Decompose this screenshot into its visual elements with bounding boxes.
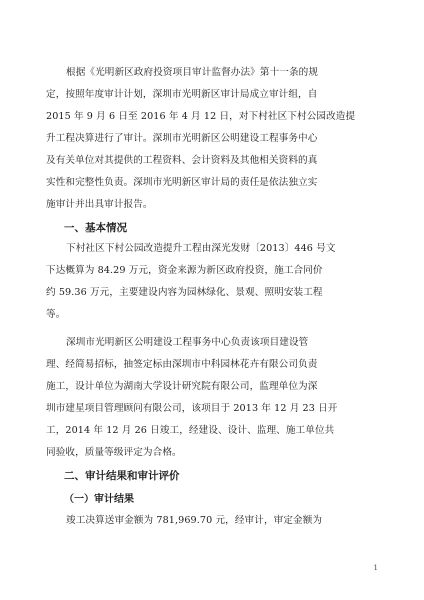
text-line: 2015 年 9 月 6 日至 2016 年 4 月 12 日，对下村社区下村公园改造提 [46, 111, 356, 122]
text-line: 竣工决算送审金额为 781,969.70 元，经审计，审定金额为 [66, 515, 323, 526]
text-line: 等。 [46, 309, 66, 320]
text-line: 定，按照年度审计计划，深圳市光明新区审计局成立审计组，自 [46, 89, 318, 100]
text-line: 根据《光明新区政府投资项目审计监督办法》第十一条的规 [66, 67, 319, 78]
text-line: 下达概算为 84.29 万元，资金来源为新区政府投资，施工合同价 [46, 265, 323, 276]
section-heading-audit: 二、审计结果和审计评价 [64, 470, 180, 482]
text-line: 下村社区下村公园改造提升工程由深光发财〔2013〕446 号文 [66, 243, 336, 254]
text-line: 施审计并出具审计报告。 [46, 199, 153, 210]
construction-paragraph [46, 332, 380, 464]
basic-info-paragraph [46, 238, 380, 326]
text-line: 工，2014 年 12 月 26 日竣工，经建设、设计、监理、施工单位共 [46, 425, 335, 436]
text-line: 及有关单位对其提供的工程资料、会计资料及其他相关资料的真 [46, 155, 318, 166]
text-line: 实性和完整性负责。深圳市光明新区审计局的责任是依法独立实 [46, 177, 318, 188]
result-paragraph [46, 510, 380, 532]
text-line: 理、经简易招标，抽签定标由深圳市中科园林花卉有限公司负责 [46, 359, 318, 370]
subsection-heading-result: （一）审计结果 [64, 494, 134, 505]
text-line: 圳市建星项目管理顾问有限公司，该项目于 2013 年 12 月 23 日开 [46, 403, 338, 414]
text-line: 同验收，质量等级评定为合格。 [46, 447, 182, 458]
text-line: 深圳市光明新区公明建设工程事务中心负责该项目建设管 [66, 337, 309, 348]
page-number: 1 [373, 564, 378, 572]
text-line: 升工程决算进行了审计。深圳市光明新区公明建设工程事务中心 [46, 133, 318, 144]
section-heading-basic: 一、基本情况 [64, 222, 127, 234]
text-line: 施工，设计单位为湖南大学设计研究院有限公司，监理单位为深 [46, 381, 318, 392]
intro-paragraph [46, 62, 380, 216]
text-line: 约 59.36 万元，主要建设内容为园林绿化、景观、照明安装工程 [46, 287, 323, 298]
